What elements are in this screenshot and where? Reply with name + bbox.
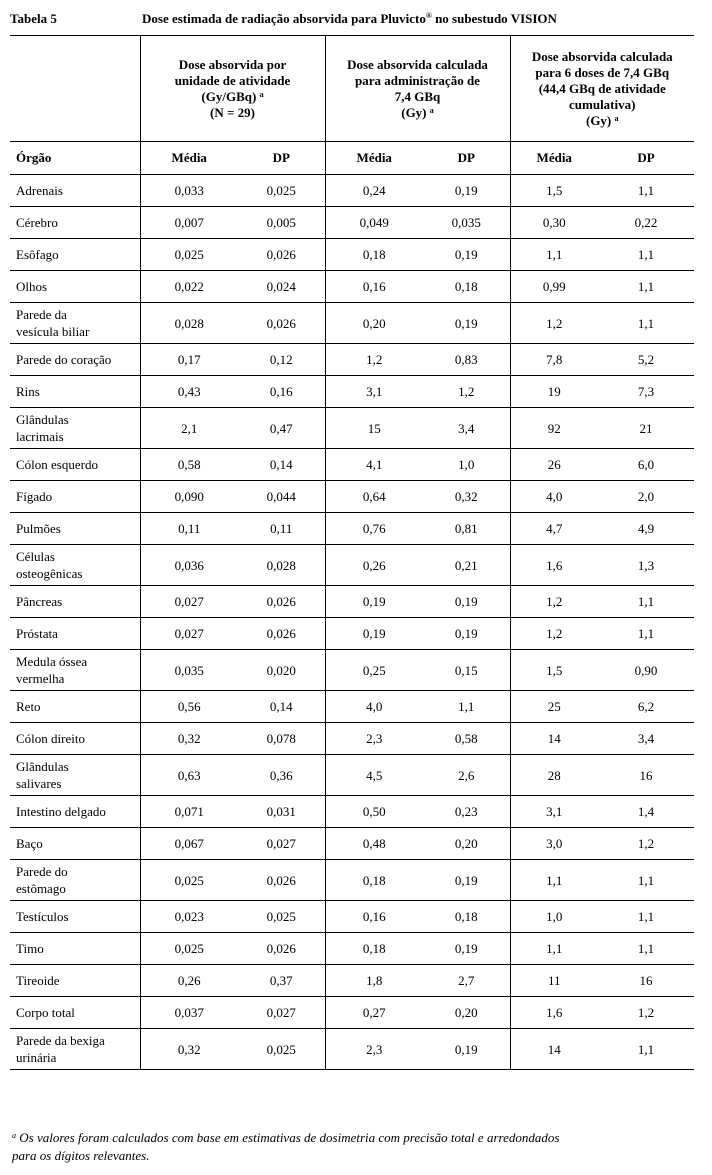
organ-name: Glândulas: [16, 759, 69, 774]
group-header-line: para administração de: [355, 72, 480, 88]
table-row: [10, 303, 694, 344]
mean-cell: 0,023: [140, 901, 238, 933]
sd-cell: 0,027: [238, 828, 325, 860]
table-row: [10, 933, 694, 965]
mean-cell: 0,30: [510, 207, 598, 239]
group-header-line: unidade de atividade: [174, 72, 291, 88]
organ-name: Pâncreas: [16, 594, 63, 609]
group-header: [325, 36, 510, 142]
mean-cell: 0,025: [140, 239, 238, 271]
table-row: [10, 618, 694, 650]
mean-cell: 0,028: [140, 303, 238, 344]
sd-cell: 1,1: [598, 586, 694, 618]
mean-cell: 0,63: [140, 755, 238, 796]
mean-cell: 11: [510, 965, 598, 997]
sd-cell: 0,024: [238, 271, 325, 303]
organ-cell: [10, 239, 140, 271]
group-header-line: (Gy): [585, 112, 612, 128]
organ-cell: [10, 271, 140, 303]
sd-cell: 2,7: [423, 965, 510, 997]
sd-cell: 0,035: [423, 207, 510, 239]
sd-cell: 0,12: [238, 344, 325, 376]
column-header-sd: DP: [423, 142, 510, 175]
group-header-line: Dose absorvida por: [178, 56, 287, 72]
organ-name: Próstata: [16, 626, 58, 641]
table-row: [10, 344, 694, 376]
mean-cell: 0,007: [140, 207, 238, 239]
organ-name: Fígado: [16, 489, 53, 504]
mean-cell: 0,19: [325, 586, 423, 618]
sd-cell: 0,81: [423, 513, 510, 545]
sd-cell: 0,025: [238, 1029, 325, 1070]
sd-cell: 0,20: [423, 828, 510, 860]
sd-cell: 5,2: [598, 344, 694, 376]
sd-cell: 6,0: [598, 449, 694, 481]
sd-cell: 0,11: [238, 513, 325, 545]
sd-cell: 1,2: [423, 376, 510, 408]
organ-name: Esôfago: [16, 247, 59, 262]
mean-cell: 2,3: [325, 1029, 423, 1070]
sd-cell: 16: [598, 755, 694, 796]
mean-cell: 0,027: [140, 586, 238, 618]
sd-cell: 16: [598, 965, 694, 997]
mean-cell: 0,99: [510, 271, 598, 303]
sd-cell: 1,1: [598, 933, 694, 965]
table-row: [10, 796, 694, 828]
organ-cell: [10, 933, 140, 965]
footnote-ref: a: [429, 105, 434, 115]
sd-cell: 0,22: [598, 207, 694, 239]
mean-cell: 0,035: [140, 650, 238, 691]
sd-cell: 1,1: [598, 271, 694, 303]
mean-cell: 0,025: [140, 860, 238, 901]
mean-cell: 1,5: [510, 175, 598, 207]
organ-name: Testículos: [16, 909, 69, 924]
sd-cell: 0,026: [238, 933, 325, 965]
column-header-sd: DP: [598, 142, 694, 175]
sd-cell: 1,0: [423, 449, 510, 481]
sd-cell: 0,21: [423, 545, 510, 586]
mean-cell: 1,1: [510, 933, 598, 965]
group-header-line: (Gy/GBq): [201, 88, 257, 104]
mean-cell: 0,64: [325, 481, 423, 513]
mean-cell: 19: [510, 376, 598, 408]
sd-cell: 1,1: [598, 860, 694, 901]
sd-cell: 0,23: [423, 796, 510, 828]
sd-cell: 0,16: [238, 376, 325, 408]
organ-cell: [10, 408, 140, 449]
organ-cell: [10, 513, 140, 545]
sd-cell: 2,6: [423, 755, 510, 796]
sd-cell: 0,90: [598, 650, 694, 691]
mean-cell: 25: [510, 691, 598, 723]
group-header-line: (44,4 GBq de atividade: [538, 80, 666, 96]
sd-cell: 0,025: [238, 175, 325, 207]
mean-cell: 1,2: [510, 618, 598, 650]
organ-cell: [10, 449, 140, 481]
group-header: [510, 36, 694, 142]
sd-cell: 0,026: [238, 239, 325, 271]
table-row: [10, 1029, 694, 1070]
sd-cell: 1,1: [598, 175, 694, 207]
mean-cell: 15: [325, 408, 423, 449]
group-header-n: (N = 29): [210, 104, 255, 120]
organ-cell: [10, 586, 140, 618]
table-row: [10, 997, 694, 1029]
sd-cell: 0,83: [423, 344, 510, 376]
mean-cell: 0,56: [140, 691, 238, 723]
sd-cell: 4,9: [598, 513, 694, 545]
mean-cell: 0,32: [140, 723, 238, 755]
sd-cell: 0,005: [238, 207, 325, 239]
footnote-ref: a: [259, 89, 264, 99]
mean-cell: 26: [510, 449, 598, 481]
mean-cell: 1,2: [510, 586, 598, 618]
organ-cell: [10, 860, 140, 901]
footnote-ref: a: [614, 113, 619, 123]
sd-cell: 0,19: [423, 303, 510, 344]
mean-cell: 3,0: [510, 828, 598, 860]
mean-cell: 92: [510, 408, 598, 449]
mean-cell: 0,32: [140, 1029, 238, 1070]
organ-cell: [10, 376, 140, 408]
sd-cell: 6,2: [598, 691, 694, 723]
mean-cell: 0,48: [325, 828, 423, 860]
sd-cell: 0,37: [238, 965, 325, 997]
organ-name: Adrenais: [16, 183, 63, 198]
mean-cell: 0,18: [325, 239, 423, 271]
table-row: [10, 965, 694, 997]
table-number: Tabela 5: [10, 11, 57, 26]
sd-cell: 0,14: [238, 691, 325, 723]
sd-cell: 1,2: [598, 997, 694, 1029]
sd-cell: 0,020: [238, 650, 325, 691]
mean-cell: 0,18: [325, 860, 423, 901]
table-row: [10, 586, 694, 618]
sd-cell: 0,14: [238, 449, 325, 481]
mean-cell: 2,1: [140, 408, 238, 449]
column-header-organ: Órgão: [10, 142, 140, 175]
footnote: [12, 1129, 692, 1165]
mean-cell: 2,3: [325, 723, 423, 755]
sd-cell: 0,025: [238, 901, 325, 933]
sd-cell: 1,1: [423, 691, 510, 723]
sd-cell: 0,36: [238, 755, 325, 796]
sd-cell: 0,026: [238, 618, 325, 650]
table-row: [10, 901, 694, 933]
mean-cell: 0,43: [140, 376, 238, 408]
organ-cell: [10, 828, 140, 860]
organ-name: Glândulas: [16, 412, 69, 427]
column-header-sd: DP: [238, 142, 325, 175]
sd-cell: 1,1: [598, 618, 694, 650]
mean-cell: 4,0: [325, 691, 423, 723]
table-row: [10, 513, 694, 545]
group-header-line: Dose absorvida calculada: [347, 56, 488, 72]
table-row: [10, 207, 694, 239]
table-row: [10, 481, 694, 513]
organ-name: Timo: [16, 941, 44, 956]
organ-name: Células: [16, 549, 55, 564]
group-header: [140, 36, 325, 142]
group-header-line: Dose absorvida calculada: [531, 48, 673, 64]
sd-cell: 0,031: [238, 796, 325, 828]
mean-cell: 0,76: [325, 513, 423, 545]
sd-cell: 0,044: [238, 481, 325, 513]
table-row: [10, 408, 694, 449]
sd-cell: 0,026: [238, 303, 325, 344]
organ-name: osteogênicas: [16, 566, 83, 581]
column-header-mean: Média: [325, 142, 423, 175]
organ-name: estômago: [16, 881, 66, 896]
mean-cell: 1,5: [510, 650, 598, 691]
organ-name: Tireoide: [16, 973, 60, 988]
sd-cell: 0,026: [238, 586, 325, 618]
mean-cell: 1,6: [510, 997, 598, 1029]
table-row: [10, 691, 694, 723]
organ-name: Pulmões: [16, 521, 61, 536]
mean-cell: 1,6: [510, 545, 598, 586]
table-row: [10, 860, 694, 901]
mean-cell: 0,067: [140, 828, 238, 860]
sd-cell: 0,19: [423, 933, 510, 965]
sd-cell: 0,028: [238, 545, 325, 586]
sd-cell: 7,3: [598, 376, 694, 408]
table-row: [10, 271, 694, 303]
organ-name: salivares: [16, 776, 62, 791]
sd-cell: 0,19: [423, 239, 510, 271]
footnote-line: para os dígitos relevantes.: [12, 1148, 150, 1163]
sd-cell: 0,19: [423, 618, 510, 650]
sd-cell: 0,19: [423, 860, 510, 901]
organ-cell: [10, 965, 140, 997]
mean-cell: 1,1: [510, 860, 598, 901]
mean-cell: 14: [510, 1029, 598, 1070]
sd-cell: 0,32: [423, 481, 510, 513]
sd-cell: 2,0: [598, 481, 694, 513]
group-header-row: [10, 36, 694, 142]
organ-name: vermelha: [16, 671, 65, 686]
organ-name: Olhos: [16, 279, 48, 294]
column-header-mean: Média: [510, 142, 598, 175]
mean-cell: 1,0: [510, 901, 598, 933]
organ-name: Parede do coração: [16, 352, 112, 367]
mean-cell: 1,2: [510, 303, 598, 344]
mean-cell: 4,1: [325, 449, 423, 481]
sd-cell: 1,1: [598, 901, 694, 933]
sd-cell: 0,58: [423, 723, 510, 755]
table-title: [142, 8, 557, 30]
organ-cell: [10, 618, 140, 650]
sd-cell: 1,1: [598, 1029, 694, 1070]
mean-cell: 4,7: [510, 513, 598, 545]
sd-cell: 0,18: [423, 901, 510, 933]
organ-cell: [10, 481, 140, 513]
organ-cell: [10, 175, 140, 207]
mean-cell: 0,037: [140, 997, 238, 1029]
sd-cell: 21: [598, 408, 694, 449]
sd-cell: 0,18: [423, 271, 510, 303]
organ-cell: [10, 901, 140, 933]
mean-cell: 0,16: [325, 271, 423, 303]
organ-name: Medula óssea: [16, 654, 88, 669]
mean-cell: 0,24: [325, 175, 423, 207]
sd-cell: 0,19: [423, 1029, 510, 1070]
organ-cell: [10, 207, 140, 239]
mean-cell: 0,20: [325, 303, 423, 344]
mean-cell: 0,50: [325, 796, 423, 828]
sd-cell: 3,4: [423, 408, 510, 449]
organ-name: Parede da bexiga: [16, 1033, 105, 1048]
footnote-mark: a: [12, 1131, 16, 1140]
organ-name: Cólon direito: [16, 731, 85, 746]
table-row: [10, 376, 694, 408]
organ-name: lacrimais: [16, 429, 64, 444]
mean-cell: 0,025: [140, 933, 238, 965]
table-row: [10, 723, 694, 755]
mean-cell: 0,17: [140, 344, 238, 376]
mean-cell: 0,071: [140, 796, 238, 828]
organ-name: vesícula biliar: [16, 324, 90, 339]
sd-cell: 1,1: [598, 239, 694, 271]
group-header-line: (Gy): [401, 104, 427, 120]
mean-cell: 0,25: [325, 650, 423, 691]
mean-cell: 0,16: [325, 901, 423, 933]
organ-cell: [10, 303, 140, 344]
group-header-line: 7,4 GBq: [394, 88, 441, 104]
mean-cell: 1,2: [325, 344, 423, 376]
organ-name: Rins: [16, 384, 40, 399]
organ-name: Corpo total: [16, 1005, 75, 1020]
mean-cell: 0,033: [140, 175, 238, 207]
table-row: [10, 650, 694, 691]
sd-cell: 0,027: [238, 997, 325, 1029]
organ-cell: [10, 755, 140, 796]
mean-cell: 7,8: [510, 344, 598, 376]
sd-cell: 3,4: [598, 723, 694, 755]
sd-cell: 0,15: [423, 650, 510, 691]
column-header-mean: Média: [140, 142, 238, 175]
mean-cell: 4,0: [510, 481, 598, 513]
table-caption: [10, 8, 700, 30]
mean-cell: 0,27: [325, 997, 423, 1029]
group-header-line: cumulativa): [569, 96, 636, 112]
mean-cell: 0,090: [140, 481, 238, 513]
table-row: [10, 175, 694, 207]
sd-cell: 0,19: [423, 586, 510, 618]
mean-cell: 0,022: [140, 271, 238, 303]
header-corner: [10, 36, 140, 142]
organ-cell: [10, 545, 140, 586]
mean-cell: 14: [510, 723, 598, 755]
mean-cell: 0,58: [140, 449, 238, 481]
group-header-line: para 6 doses de 7,4 GBq: [535, 64, 670, 80]
dose-table: [10, 35, 694, 1070]
organ-name: Baço: [16, 836, 43, 851]
mean-cell: 0,027: [140, 618, 238, 650]
organ-cell: [10, 691, 140, 723]
sd-cell: 1,2: [598, 828, 694, 860]
table-row: [10, 545, 694, 586]
sd-cell: 0,026: [238, 860, 325, 901]
footnote-line: Os valores foram calculados com base em estimativas de dosimetria com precisão total e arredondados: [16, 1130, 560, 1145]
mean-cell: 0,18: [325, 933, 423, 965]
mean-cell: 3,1: [510, 796, 598, 828]
mean-cell: 0,036: [140, 545, 238, 586]
table-title-suffix: no subestudo VISION: [431, 11, 557, 26]
registered-mark: ®: [425, 11, 432, 20]
table-body: [10, 175, 694, 1070]
mean-cell: 3,1: [325, 376, 423, 408]
organ-cell: [10, 997, 140, 1029]
mean-cell: 0,26: [325, 545, 423, 586]
sd-cell: 0,078: [238, 723, 325, 755]
sd-cell: 0,47: [238, 408, 325, 449]
table-row: [10, 449, 694, 481]
organ-cell: [10, 796, 140, 828]
organ-cell: [10, 650, 140, 691]
organ-cell: [10, 723, 140, 755]
table-title-text: Dose estimada de radiação absorvida para Pluvicto: [142, 11, 426, 26]
organ-name: Intestino delgado: [16, 804, 106, 819]
table-row: [10, 828, 694, 860]
organ-name: Cérebro: [16, 215, 58, 230]
sd-cell: 0,20: [423, 997, 510, 1029]
mean-cell: 0,19: [325, 618, 423, 650]
organ-name: Cólon esquerdo: [16, 457, 98, 472]
sd-cell: 1,1: [598, 303, 694, 344]
organ-name: Parede do: [16, 864, 68, 879]
mean-cell: 1,8: [325, 965, 423, 997]
organ-name: Parede da: [16, 307, 67, 322]
mean-cell: 1,1: [510, 239, 598, 271]
organ-cell: [10, 1029, 140, 1070]
mean-cell: 28: [510, 755, 598, 796]
organ-name: urinária: [16, 1050, 57, 1065]
sd-cell: 0,19: [423, 175, 510, 207]
mean-cell: 4,5: [325, 755, 423, 796]
column-header-row: [10, 142, 694, 175]
sd-cell: 1,3: [598, 545, 694, 586]
organ-cell: [10, 344, 140, 376]
table-row: [10, 755, 694, 796]
table-row: [10, 239, 694, 271]
mean-cell: 0,11: [140, 513, 238, 545]
organ-name: Reto: [16, 699, 41, 714]
mean-cell: 0,049: [325, 207, 423, 239]
sd-cell: 1,4: [598, 796, 694, 828]
mean-cell: 0,26: [140, 965, 238, 997]
